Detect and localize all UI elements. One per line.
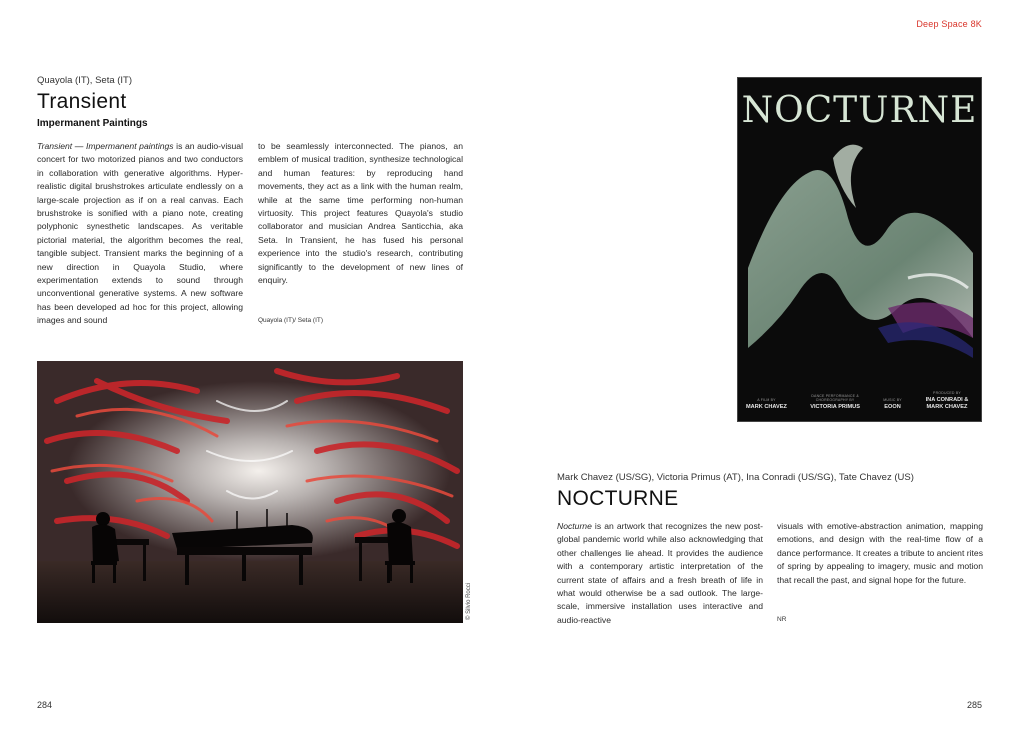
left-artists: Quayola (IT), Seta (IT) (37, 75, 133, 86)
right-credit: NR (777, 616, 787, 623)
right-artists: Mark Chavez (US/SG), Victoria Primus (AT), Ina Conradi (US/SG), Tate Chavez (US) (557, 472, 914, 483)
left-credit: Quayola (IT)/ Seta (IT) (258, 317, 324, 324)
poster-credit-music (883, 398, 902, 411)
left-body-text-2: to be seamlessly interconnected. The pianos, an emblem of musical tradition, synthesize technological and human features: by reproducing hand movements, they act as a link with the human realm, while at the same time performing non-human virtuosity. This project features Quayola's studio collaborator and musician Andrea Santicchia, aka Seta. In Transient, he has fused his personal experience into the studio's research, contributing significantly to the development of new lines of enquiry. (258, 141, 463, 286)
concert-photo-illustration (37, 361, 463, 623)
section-label: Deep Space 8K (916, 19, 982, 29)
page-number-right: 285 (966, 700, 982, 710)
poster-credit-role: DANCE PERFORMANCE & CHOREOGRAPHY BY (811, 394, 859, 402)
poster-credit-role: A FILM BY (757, 398, 776, 402)
poster-credit-role: MUSIC BY (883, 398, 902, 402)
left-body-text-1: is an audio-visual concert for two motorized pianos and two conductors in collaboration with generative algorithms. Hyper-realistic digital brushstrokes articulate endlessly on a large-scale projection as if on a real canvas. Each brushstroke is sonified with a piano note, creating polyphonic synesthetic landscapes. As veritable pictorial material, the algorithm becomes the real, tangible subject. Transient marks the beginning of a new direction in Quayola Studio, where experimentation extends to sound through unconventional generative systems. A new software has been developed ad hoc for this project, allowing images and sound (37, 141, 243, 326)
poster-credit-role: PRODUCED BY (933, 391, 961, 395)
photo-credit: © Silvio Rocci (466, 582, 472, 620)
left-body-italic: Transient — Impermanent paintings (37, 141, 174, 151)
poster-credit-name: MARK CHAVEZ (746, 404, 787, 410)
concert-photo (37, 361, 463, 623)
poster-credit-name: INA CONRADI & MARK CHAVEZ (925, 397, 969, 410)
poster-credit-choreography (806, 394, 864, 411)
page-number-left: 284 (37, 700, 53, 710)
right-body-column-1 (557, 520, 763, 627)
right-body-text-1: is an artwork that recognizes the new post-global pandemic world while also acknowledging that other challenges lie ahead. It provides the audience with a contemporary artistic interpretation of the current state of affairs and a fresh breath of life in what would otherwise be a sad outlook. The large-scale, immersive installation uses interactive and audio-reactive (557, 521, 763, 625)
left-title: Transient (37, 90, 127, 113)
right-body-column-2 (777, 520, 983, 587)
right-title: NOCTURNE (557, 487, 679, 510)
left-subtitle: Impermanent Paintings (37, 118, 148, 129)
poster-credits (746, 391, 973, 411)
poster-credit-name: VICTORIA PRIMUS (810, 404, 860, 410)
right-body-italic: Nocturne (557, 521, 592, 531)
right-body-text-2: visuals with emotive-abstraction animation, mapping emotions, and design with the real-time flow of a dance performance. It creates a tribute to ancient rites of spring by appealing to imagery, music and motion that recall the past, and signal hope for the future. (777, 521, 983, 585)
poster-title: NOCTURNE (741, 90, 978, 131)
left-body-column-2 (258, 140, 463, 287)
poster-credit-name: EOON (884, 404, 901, 410)
poster-credit-director (746, 398, 787, 411)
left-body-column-1 (37, 140, 243, 328)
poster-credit-producer (921, 391, 973, 411)
nocturne-poster (737, 77, 982, 422)
